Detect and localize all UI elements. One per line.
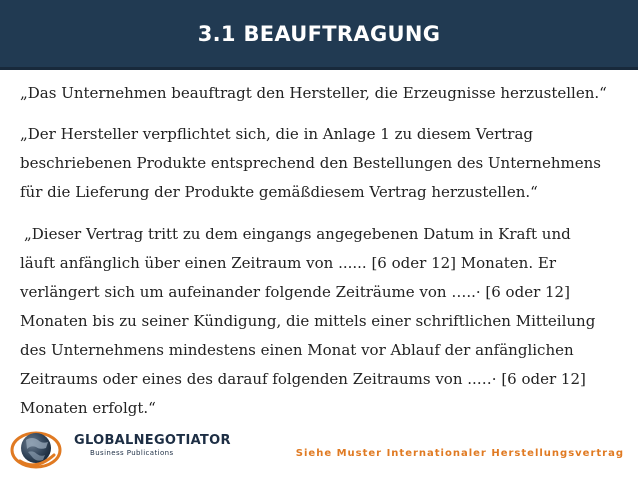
text-line: für die Lieferung der Produkte gemäßdiesem Vertrag herzustellen.“ bbox=[20, 183, 538, 201]
brand-subtitle: Business Publications bbox=[90, 449, 174, 457]
footer bbox=[0, 420, 638, 479]
globe-logo-icon bbox=[6, 426, 72, 470]
text-line: des Unternehmens mindestens einen Monat vor Ablauf der anfänglichen bbox=[20, 341, 574, 359]
text-line: „Der Hersteller verpflichtet sich, die in Anlage 1 zu diesem Vertrag bbox=[20, 125, 534, 143]
text-line: Monaten bis zu seiner Kündigung, die mittels einer schriftlichen Mitteilung bbox=[20, 312, 596, 330]
text-line: läuft anfänglich über einen Zeitraum von ...... [6 oder 12] Monaten. Er bbox=[20, 254, 556, 272]
footer-reference-note: Siehe Muster Internationaler Herstellungsvertrag bbox=[295, 448, 624, 459]
text-line: „Das Unternehmen beauftragt den Hersteller, die Erzeugnisse herzustellen.“ bbox=[20, 84, 607, 102]
paragraph-3 bbox=[20, 220, 595, 423]
text-line: verlängert sich um aufeinander folgende Zeiträume von …..· [6 oder 12] bbox=[20, 283, 570, 301]
text-line: beschriebenen Produkte entsprechend den Bestellungen des Unternehmens bbox=[20, 154, 601, 172]
slide-title: 3.1 BEAUFTRAGUNG bbox=[197, 21, 441, 46]
title-bar bbox=[0, 0, 638, 70]
text-line: „Dieser Vertrag tritt zu dem eingangs angegebenen Datum in Kraft und bbox=[24, 225, 571, 243]
paragraph-1 bbox=[20, 80, 607, 106]
paragraph-2 bbox=[20, 120, 601, 207]
brand-name: GLOBALNEGOTIATOR bbox=[74, 433, 231, 448]
text-line: Monaten erfolgt.“ bbox=[20, 399, 156, 417]
brand bbox=[74, 434, 231, 459]
text-line: Zeitraums oder eines des darauf folgenden Zeitraums von ..…· [6 oder 12] bbox=[20, 370, 586, 388]
